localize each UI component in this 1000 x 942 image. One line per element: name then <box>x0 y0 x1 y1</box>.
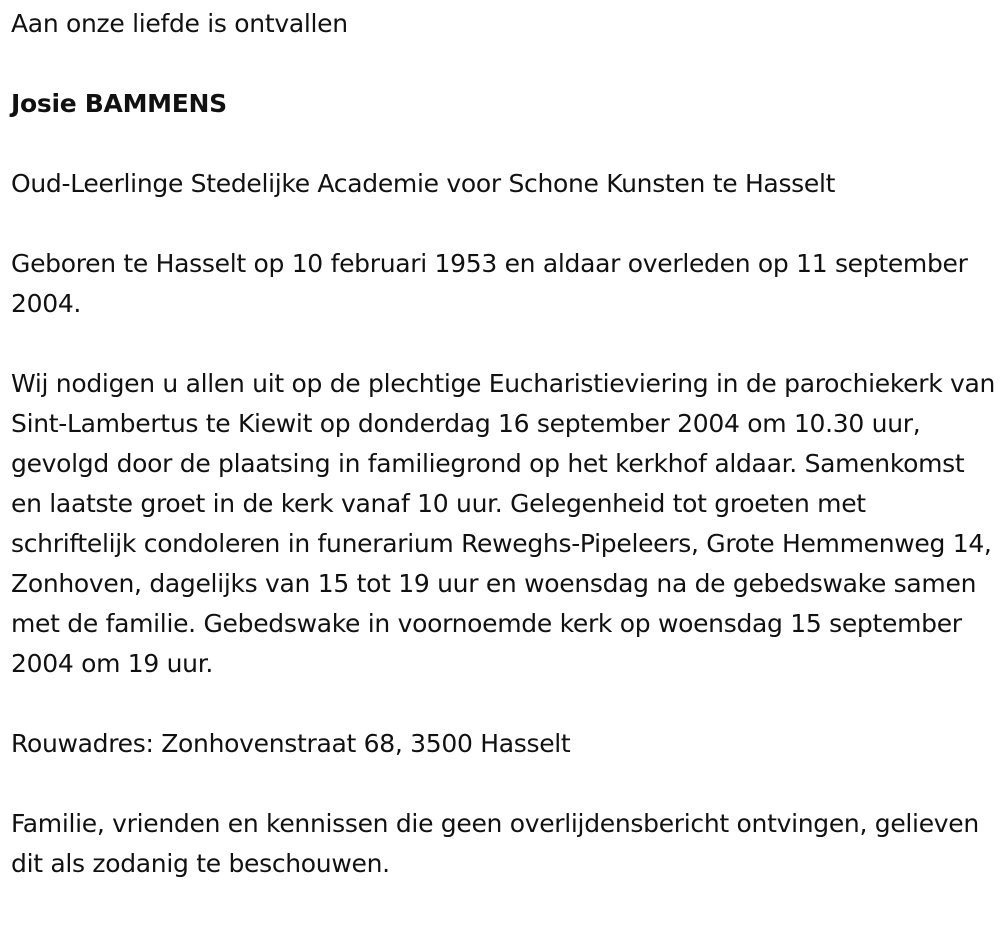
closing-text: Familie, vrienden en kennissen die geen overlijdensbericht ontvingen, gelieven dit als zodanig te beschouwen. <box>11 809 979 878</box>
affiliation-text: Oud-Leerlinge Stedelijke Academie voor Schone Kunsten te Hasselt <box>11 169 836 198</box>
intro-text: Aan onze liefde is ontvallen <box>11 9 348 38</box>
deceased-name: Josie BAMMENS <box>11 89 227 118</box>
birth-death-text: Geboren te Hasselt op 10 februari 1953 en aldaar overleden op 11 september 2004. <box>11 249 968 318</box>
ceremony-text: Wij nodigen u allen uit op de plechtige Eucharistieviering in de parochiekerk van Sint-Lambertus te Kiewit op donderdag 16 september 2004 om 10.30 uur, gevolgd door de plaatsing in familiegrond op het kerkhof aldaar. Samenkomst en laatste groet in de kerk vanaf 10 uur. Gelegenheid tot groeten met schriftelijk condoleren in funerarium Reweghs-Pipeleers, Grote Hemmenweg 14, Zonhoven, dagelijks van 15 tot 19 uur en woensdag na de gebedswake samen met de familie. Gebedswake in voornoemde kerk op woensdag 15 september 2004 om 19 uur. <box>11 369 996 678</box>
obituary-notice <box>11 4 996 884</box>
mourning-address: Rouwadres: Zonhovenstraat 68, 3500 Hasselt <box>11 729 571 758</box>
